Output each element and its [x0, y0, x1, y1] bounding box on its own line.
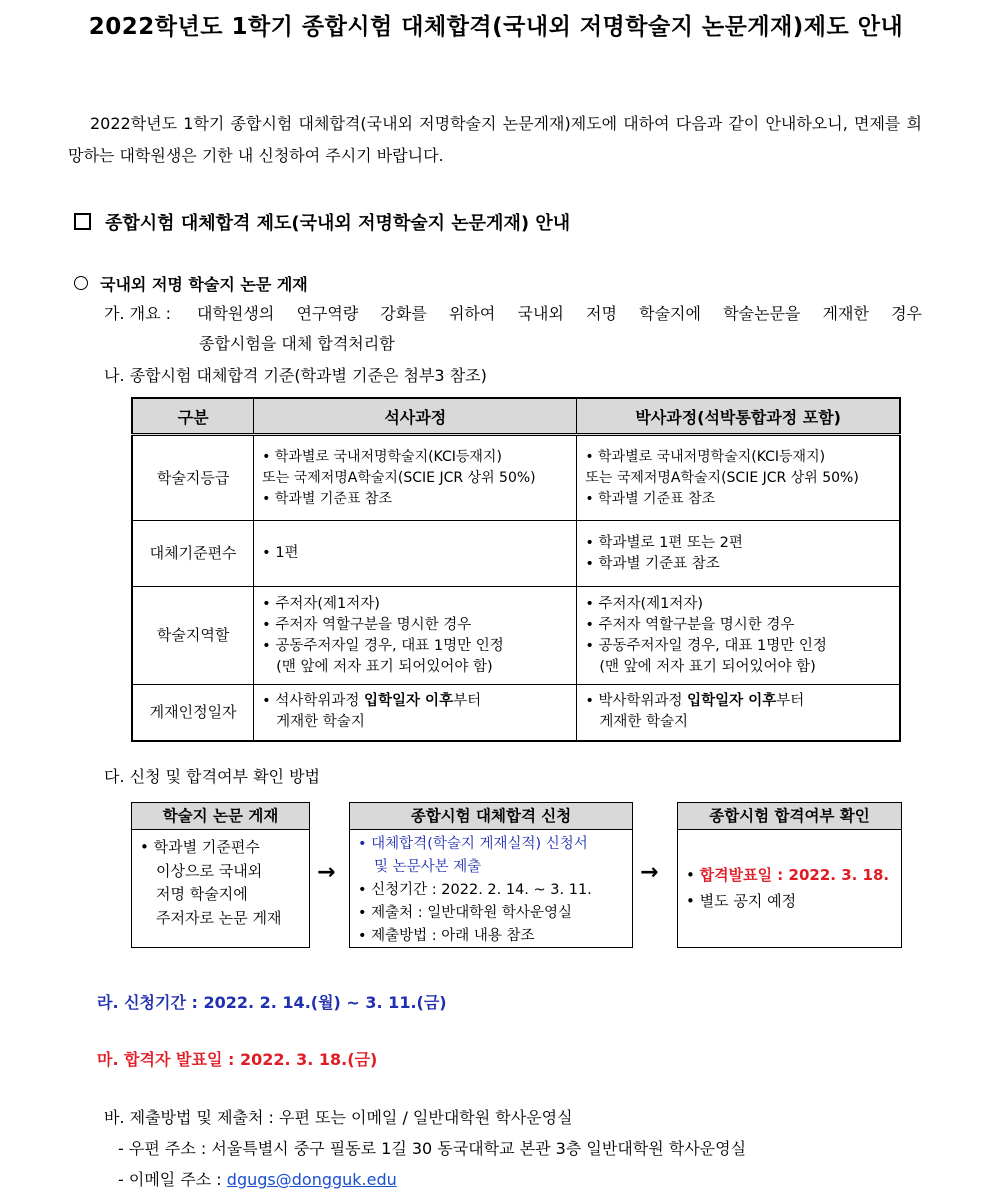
section-heading-text: 종합시험 대체합격 제도(국내외 저명학술지 논문게재) 안내 [105, 213, 571, 234]
table-header-row [132, 398, 900, 435]
flow-box-result [677, 802, 902, 948]
flow-line: 이상으로 국내외 [156, 861, 263, 880]
cell-line: • 학과별로 국내저명학술지(KCI등재지) [262, 448, 502, 465]
flow-line-highlight: • 대체합격(학술지 게재실적) 신청서 [358, 836, 588, 852]
flow-box-title: 종합시험 대체합격 신청 [350, 803, 632, 830]
row-label: 대체기준편수 [132, 521, 254, 587]
checkbox-square-icon [74, 213, 91, 230]
cell-line: • 주저자(제1저자) [262, 595, 380, 612]
flow-box-apply [349, 802, 633, 948]
flow-box-body [350, 830, 632, 953]
flow-line: 저명 학술지에 [156, 885, 248, 903]
cell-text: • 석사학위과정 [262, 693, 364, 710]
cell-line: • 1편 [262, 545, 299, 561]
col-header-category: 구분 [132, 398, 254, 435]
flow-box-body [678, 830, 901, 919]
flow-line: • 별도 공지 예정 [686, 892, 797, 910]
table-row [132, 587, 900, 685]
cell-line: • 학과별 기준표 참조 [585, 490, 716, 507]
cell-line: • 학과별 기준표 참조 [585, 555, 720, 572]
email-line [118, 1167, 397, 1190]
criteria-heading: 나. 종합시험 대체합격 기준(학과별 기준은 첨부3 참조) [104, 366, 487, 385]
overview-label: 가. 개요 : [104, 304, 172, 323]
announcement-date: 마. 합격자 발표일 : 2022. 3. 18.(금) [97, 1050, 378, 1069]
cell-text: 부터 [776, 693, 805, 710]
cell-line: • 학과별로 1편 또는 2편 [585, 534, 743, 551]
flow-box-title: 종합시험 합격여부 확인 [678, 803, 901, 830]
table-row [132, 435, 900, 521]
flow-line: 주저자로 논문 게재 [156, 908, 282, 927]
procedure-heading: 다. 신청 및 합격여부 확인 방법 [104, 767, 320, 786]
email-label: - 이메일 주소 : [118, 1170, 227, 1189]
cell-master [254, 685, 577, 741]
page-title: 2022학년도 1학기 종합시험 대체합격(국내외 저명학술지 논문게재)제도 안내 [88, 14, 904, 40]
cell-line: • 주저자 역할구분을 명시한 경우 [585, 616, 795, 633]
result-date-value: 2022. 3. 18. [788, 866, 890, 884]
circle-bullet-icon [74, 276, 88, 290]
result-date-label: 합격발표일 : [699, 866, 789, 884]
cell-master [254, 435, 577, 521]
bullet: • [686, 866, 700, 884]
sub-heading-text: 국내외 저명 학술지 논문 게재 [100, 275, 308, 294]
application-period: 라. 신청기간 : 2022. 2. 14.(월) ~ 3. 11.(금) [97, 993, 447, 1012]
cell-line: • 공동주저자일 경우, 대표 1명만 인정 [262, 637, 504, 654]
flow-line [686, 862, 893, 888]
submission-method: 바. 제출방법 및 제출처 : 우편 또는 이메일 / 일반대학원 학사운영실 [104, 1108, 573, 1127]
cell-line: 또는 국제저명A학술지(SCIE JCR 상위 50%) [585, 469, 859, 486]
cell-line: • 주저자 역할구분을 명시한 경우 [262, 616, 472, 633]
arrow-right-icon: → [640, 860, 659, 885]
cell-bold-text: 입학일자 이후 [687, 693, 777, 710]
cell-line: • 학과별 기준표 참조 [262, 490, 392, 507]
flow-line: • 학과별 기준편수 [140, 838, 260, 856]
cell-line: 게재한 학술지 [599, 714, 688, 731]
cell-line: 또는 국제저명A학술지(SCIE JCR 상위 50%) [262, 469, 536, 486]
postal-address: - 우편 주소 : 서울특별시 중구 필동로 1길 30 동국대학교 본관 3층 일반대학원 학사운영실 [118, 1139, 747, 1158]
cell-doctor [577, 435, 900, 521]
arrow-right-icon: → [317, 860, 336, 885]
flow-line: • 제출방법 : 아래 내용 참조 [358, 928, 535, 944]
email-link[interactable]: dgugs@dongguk.edu [226, 1170, 397, 1189]
sub-heading [74, 272, 308, 295]
row-label: 학술지역할 [132, 587, 254, 685]
row-label: 학술지등급 [132, 435, 254, 521]
cell-text: • 박사학위과정 [585, 693, 688, 710]
cell-line: • 공동주저자일 경우, 대표 1명만 인정 [585, 637, 827, 654]
intro-paragraph: 2022학년도 1학기 종합시험 대체합격(국내외 저명학술지 논문게재)제도에 대하여 다음과 같이 안내하오니, 면제를 희망하는 대학원생은 기한 내 신청하여 주시기 바랍니다. [68, 114, 922, 165]
flow-box-title: 학술지 논문 게재 [132, 803, 309, 830]
row-label: 게재인정일자 [132, 685, 254, 741]
criteria-table [131, 397, 901, 742]
section-heading [74, 209, 570, 235]
table-row [132, 521, 900, 587]
cell-master [254, 521, 577, 587]
cell-line: (맨 앞에 저자 표기 되어있어야 함) [599, 658, 816, 675]
cell-bold-text: 입학일자 이후 [363, 693, 454, 710]
flow-box-publish [131, 802, 310, 948]
cell-line: (맨 앞에 저자 표기 되어있어야 함) [276, 658, 493, 675]
cell-doctor [577, 587, 900, 685]
cell-line: • 주저자(제1저자) [585, 595, 704, 612]
flow-line: • 제출처 : 일반대학원 학사운영실 [358, 905, 572, 921]
cell-line [262, 691, 568, 712]
flow-line-highlight: 및 논문사본 제출 [374, 859, 482, 875]
flow-box-body [132, 830, 309, 935]
flow-line: • 신청기간 : 2022. 2. 14. ~ 3. 11. [358, 882, 592, 898]
cell-doctor [577, 685, 900, 741]
cell-line: 게재한 학술지 [276, 714, 365, 731]
overview-line-1: 대학원생의 연구역량 강화를 위하여 국내외 저명 학술지에 학술논문을 게재한 경우 [197, 304, 922, 323]
cell-text: 부터 [453, 693, 482, 710]
col-header-doctor: 박사과정(석박통합과정 포함) [577, 398, 900, 435]
cell-line [585, 691, 891, 712]
col-header-master: 석사과정 [254, 398, 577, 435]
cell-doctor [577, 521, 900, 587]
table-row [132, 685, 900, 741]
overview-line-2: 종합시험을 대체 합격처리함 [199, 334, 395, 353]
cell-line: • 학과별로 국내저명학술지(KCI등재지) [585, 448, 826, 465]
cell-master [254, 587, 577, 685]
